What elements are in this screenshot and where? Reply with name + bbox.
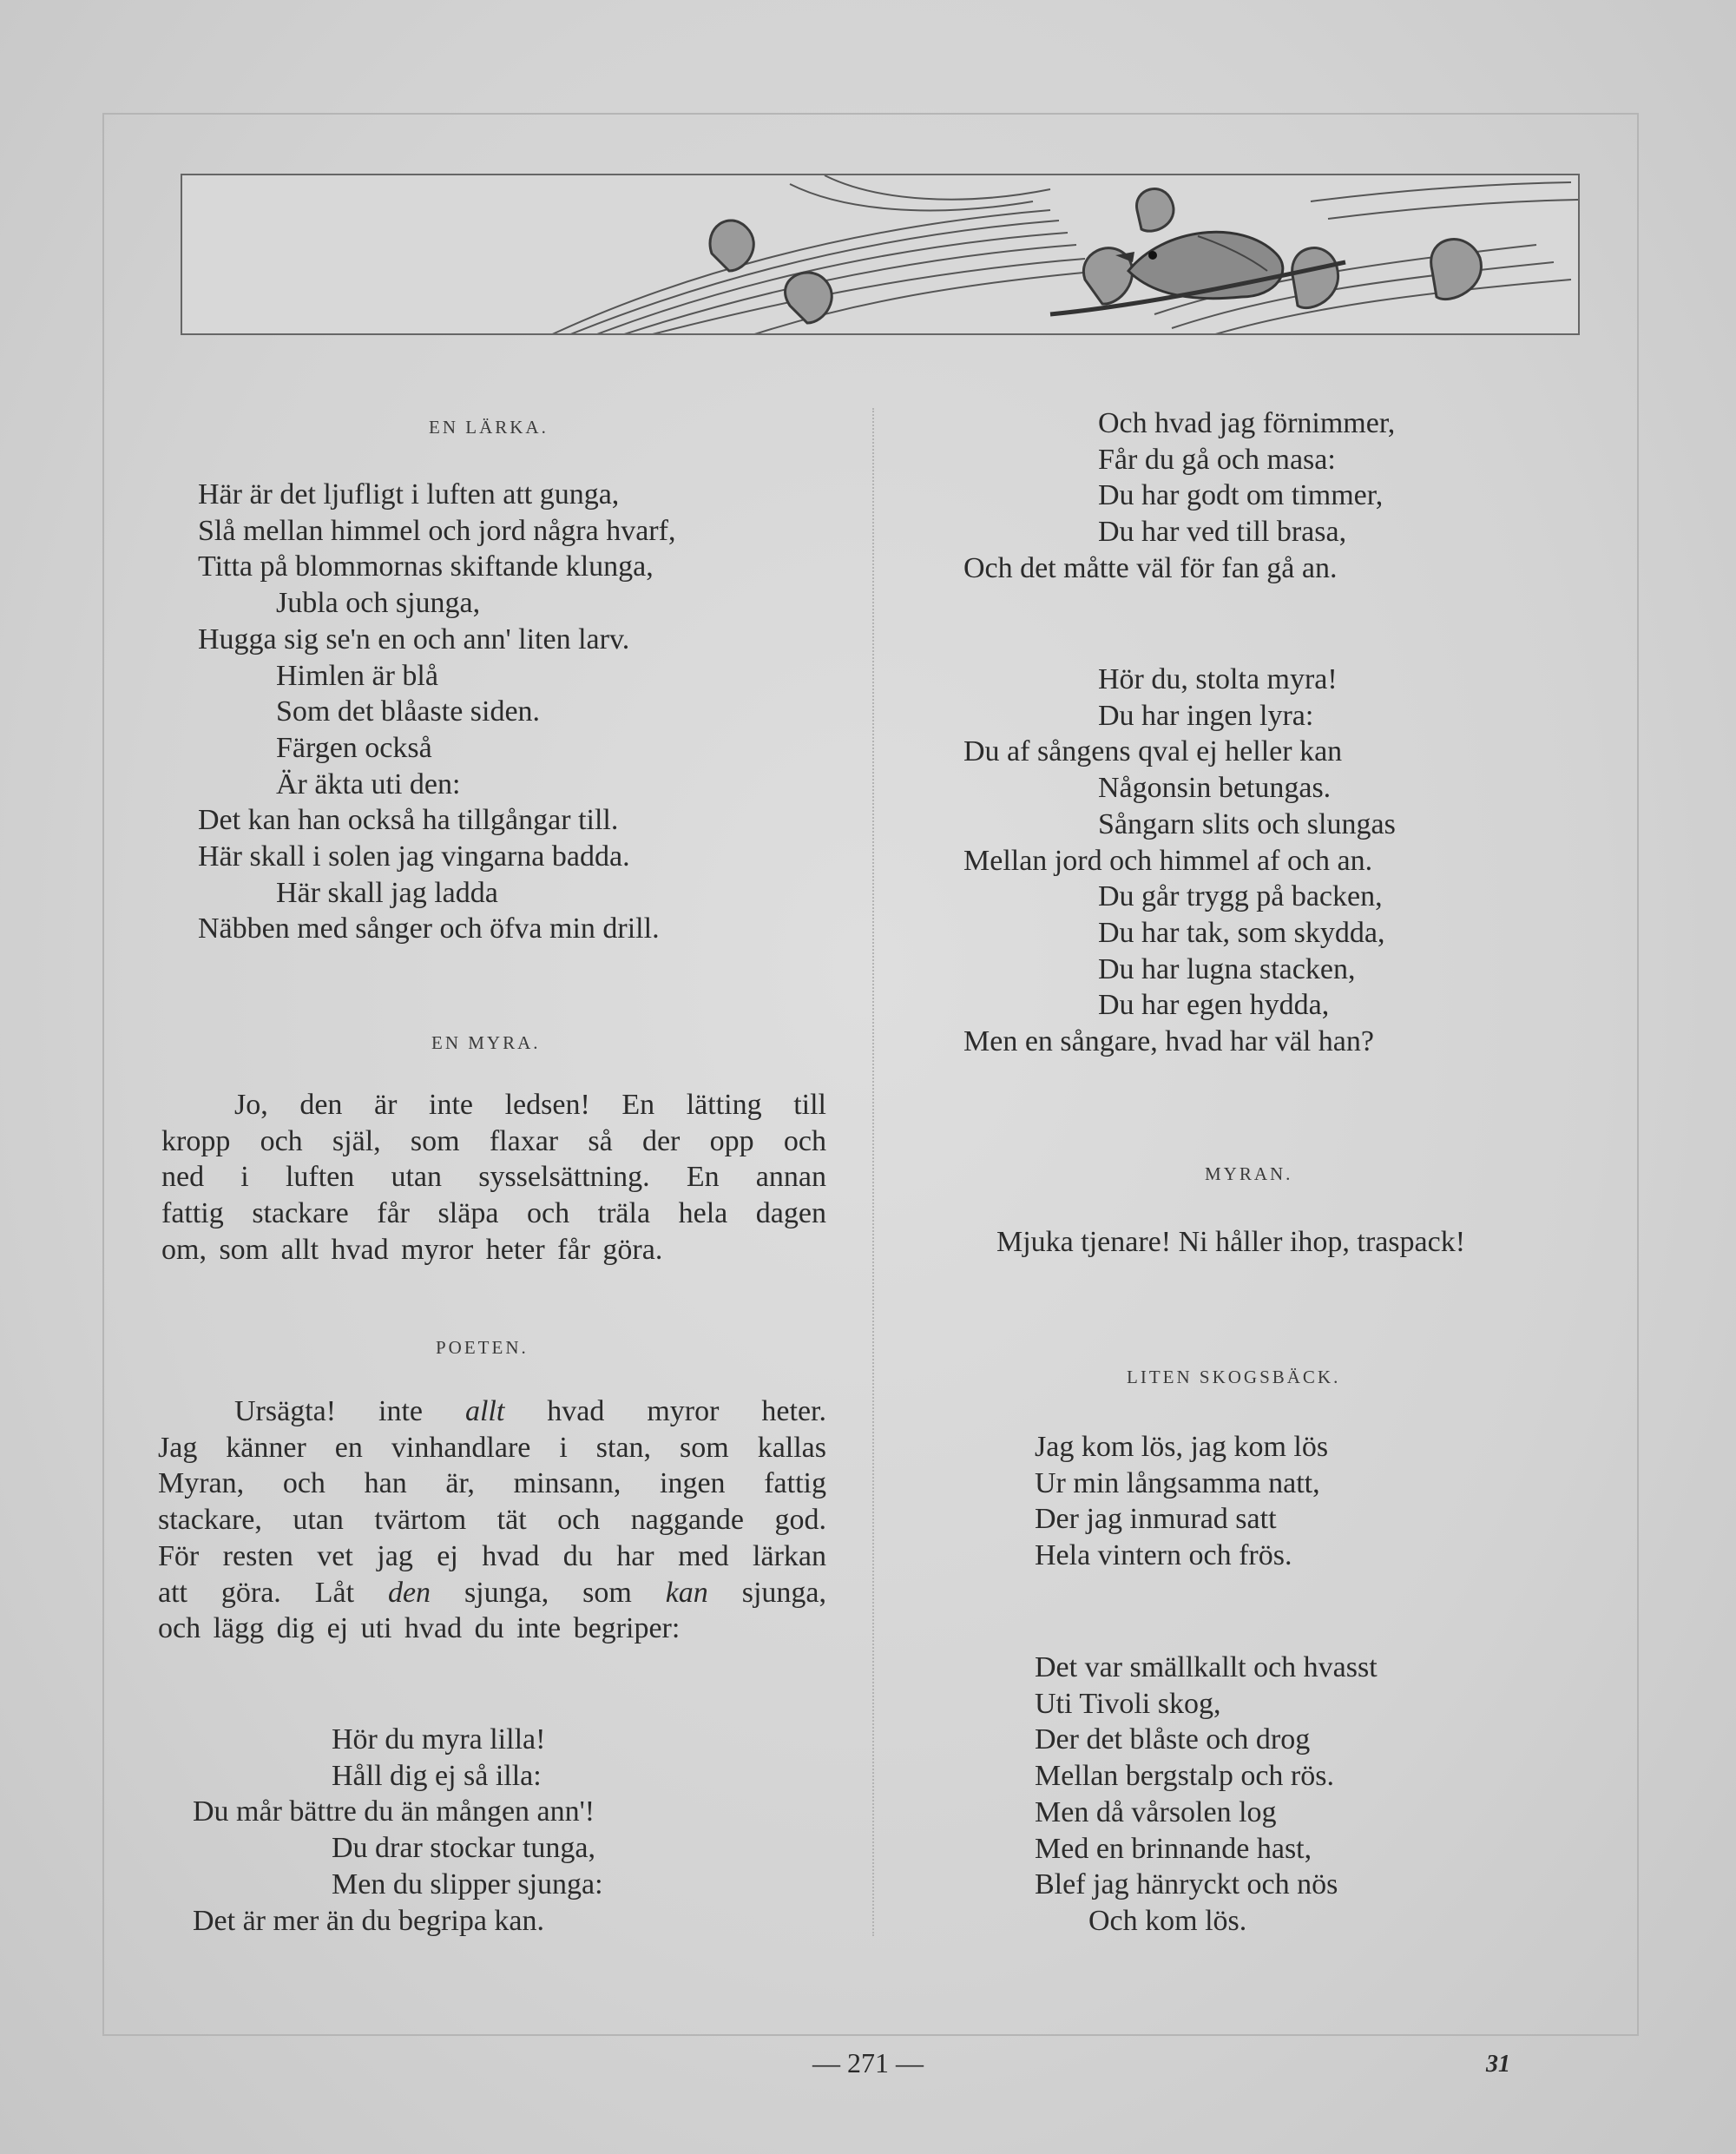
verse-line: Här skall jag ladda <box>276 876 498 909</box>
prose-line: kropp och själ, som flaxar så der opp och <box>161 1124 826 1157</box>
column-divider <box>872 408 874 1936</box>
prose-line: Myran, och han är, minsann, ingen fattig <box>158 1467 826 1500</box>
verse-line: Med en brinnande hast, <box>1035 1832 1312 1865</box>
prose-fragment: hvad myror heter. <box>504 1395 826 1427</box>
verse-line: Du drar stockar tunga, <box>332 1832 596 1865</box>
prose-italic: kan <box>665 1576 708 1609</box>
prose-line: Jag känner en vinhandlare i stan, som kallas <box>158 1431 826 1464</box>
verse-line: Du har lugna stacken, <box>1098 952 1356 985</box>
prose-italic: den <box>387 1576 431 1609</box>
verse-line: Sångarn slits och slungas <box>1098 807 1396 840</box>
verse-line: Det är mer än du begripa kan. <box>193 1904 544 1937</box>
prose-line: Jo, den är inte ledsen! En lätting till <box>234 1089 826 1121</box>
verse-line: Du mår bättre du än mången ann'! <box>193 1795 595 1828</box>
verse-line: Himlen är blå <box>276 659 438 692</box>
verse-line: Någonsin betungas. <box>1098 772 1332 805</box>
heading-poeten: POETEN. <box>436 1337 529 1358</box>
bird-on-branch-engraving-icon <box>182 175 1580 335</box>
verse-poeten <box>193 1722 603 1939</box>
verse-line: Och kom lös. <box>1088 1904 1247 1937</box>
prose-line: ned i luften utan sysselsättning. En annan <box>161 1161 826 1194</box>
verse-line: Hör du myra lilla! <box>332 1723 546 1755</box>
myran-line: Mjuka tjenare! Ni håller ihop, traspack! <box>996 1226 1466 1258</box>
prose-line: om, som allt hvad myror heter får göra. <box>161 1233 663 1266</box>
verse-line: Uti Tivoli skog, <box>1035 1687 1221 1720</box>
verse-line: Här skall i solen jag vingarna badda. <box>198 840 630 873</box>
header-illustration <box>181 174 1580 335</box>
verse-line: Der det blåste och drog <box>1035 1723 1311 1756</box>
verse-line: Du har ingen lyra: <box>1098 699 1314 732</box>
verse-line: Hela vintern och frös. <box>1035 1539 1292 1572</box>
verse-line: Mellan bergstalp och rös. <box>1035 1760 1334 1793</box>
prose-line: fattig stackare får släpa och träla hela dagen <box>161 1197 826 1230</box>
verse-skogsback-2 <box>1035 1650 1378 1940</box>
prose-line: stackare, utan tvärtom tät och naggande god. <box>158 1504 826 1537</box>
prose-fragment: att göra. Låt <box>158 1576 388 1609</box>
verse-line: Och det måtte väl för fan gå an. <box>963 551 1338 584</box>
verse-line: Du har ved till brasa, <box>1098 516 1347 549</box>
verse-line: Titta på blommornas skiftande klunga, <box>198 550 654 583</box>
verse-right-2 <box>963 662 1396 1060</box>
verse-line: Hör du, stolta myra! <box>1098 663 1338 695</box>
sheet-number: 31 <box>1486 2051 1510 2078</box>
verse-line: Du har godt om timmer, <box>1098 479 1384 512</box>
verse-line: Får du gå och masa: <box>1098 443 1336 476</box>
verse-line: Och hvad jag förnimmer, <box>1098 407 1396 439</box>
prose-fragment: sjunga, som <box>431 1576 666 1609</box>
verse-line: Men du slipper sjunga: <box>332 1867 603 1900</box>
verse-line: Håll dig ej så illa: <box>332 1759 542 1792</box>
heading-en-myra: EN MYRA. <box>431 1032 541 1053</box>
verse-line: Der jag inmurad satt <box>1035 1503 1277 1536</box>
prose-line <box>158 1393 826 1430</box>
prose-fragment: Ursägta! inte <box>234 1395 465 1427</box>
verse-line: Du går trygg på backen, <box>1098 880 1383 913</box>
verse-line: Som det blåaste siden. <box>276 695 541 728</box>
verse-right-1 <box>963 405 1395 587</box>
verse-line: Det kan han också ha tillgångar till. <box>198 804 619 837</box>
prose-italic: allt <box>464 1395 505 1427</box>
verse-line: Men då vårsolen log <box>1035 1795 1277 1828</box>
verse-line: Här är det ljufligt i luften att gunga, <box>198 478 620 511</box>
verse-line: Blef jag hänryckt och nös <box>1035 1868 1338 1901</box>
prose-fragment: sjunga, <box>707 1576 826 1609</box>
page-number: — 271 — <box>812 2047 924 2078</box>
verse-line: Ur min långsamma natt, <box>1035 1466 1320 1499</box>
verse-line: Hugga sig se'n en och ann' liten larv. <box>198 622 630 655</box>
poem-en-larka <box>198 477 675 947</box>
verse-line: Mellan jord och himmel af och an. <box>963 844 1373 877</box>
prose-line <box>158 1575 826 1611</box>
verse-skogsback-1 <box>1035 1429 1328 1574</box>
heading-liten-skogsback: LITEN SKOGSBÄCK. <box>1127 1367 1341 1387</box>
prose-line: och lägg dig ej uti hvad du inte begriper: <box>158 1612 681 1645</box>
prose-line: För resten vet jag ej hvad du har med lärkan <box>158 1539 826 1572</box>
verse-line: Näbben med sånger och öfva min drill. <box>198 912 660 945</box>
verse-line: Men en sångare, hvad har väl han? <box>963 1025 1374 1058</box>
prose-en-myra <box>161 1087 826 1268</box>
verse-line: Jubla och sjunga, <box>276 587 481 620</box>
heading-myran: MYRAN. <box>1205 1163 1293 1184</box>
prose-poeten <box>158 1393 826 1647</box>
verse-line: Slå mellan himmel och jord några hvarf, <box>198 514 676 547</box>
verse-line: Jag kom lös, jag kom lös <box>1035 1431 1329 1463</box>
verse-line: Du har tak, som skydda, <box>1098 916 1385 949</box>
verse-line: Du af sångens qval ej heller kan <box>963 735 1343 768</box>
verse-line: Färgen också <box>276 731 432 764</box>
verse-line: Det var smällkallt och hvasst <box>1035 1651 1378 1683</box>
heading-en-larka: EN LÄRKA. <box>429 417 549 438</box>
verse-line: Du har egen hydda, <box>1098 989 1330 1022</box>
verse-line: Är äkta uti den: <box>276 767 461 800</box>
